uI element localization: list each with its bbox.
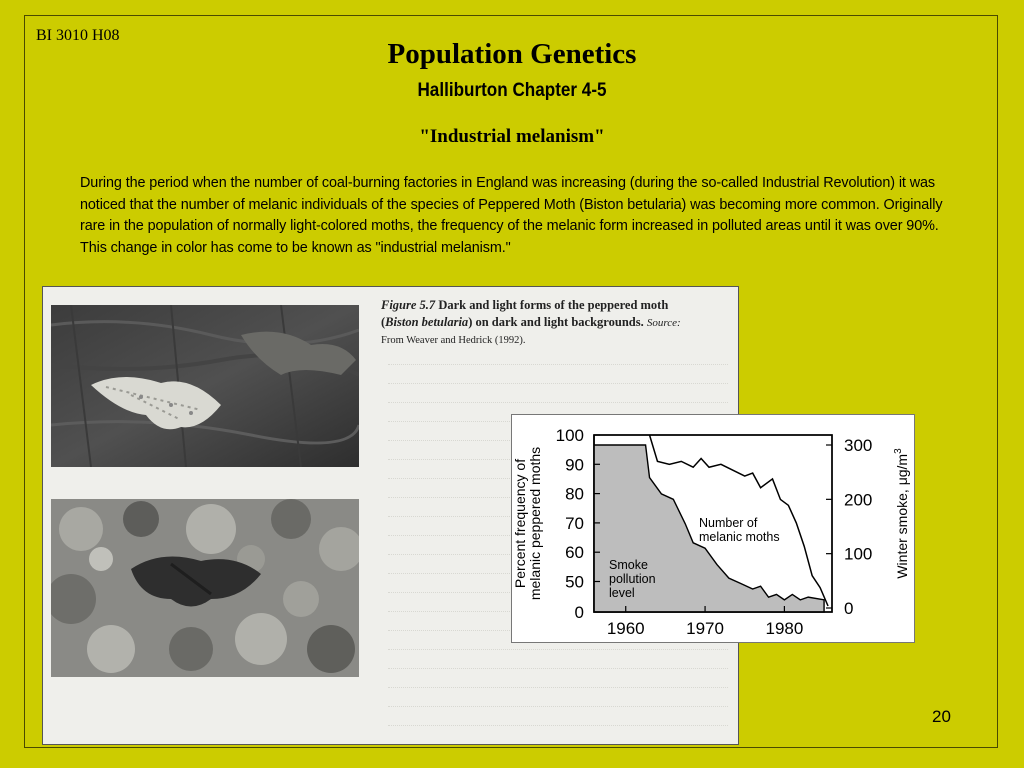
y2-tick-label: 300 (844, 436, 873, 455)
series-label-smoke-line3: level (609, 586, 635, 600)
caption-species: Biston betularia (385, 315, 469, 329)
slide-title: Population Genetics (387, 38, 637, 70)
y2-tick-label: 200 (844, 490, 873, 510)
caption-source: From Weaver and Hedrick (1992). (381, 335, 526, 346)
y-axis-label-line1: Percent frequency of (512, 458, 528, 589)
series-label-moths-line1: Number of (699, 516, 758, 530)
body-paragraph: During the period when the number of coal-burning factories in England was increasing (during the so-called Industrial Revolution) it was noticed that the number of melanic individuals of the species of Peppered Moth (Biston betularia) was becoming more common. Originally rare in the population of normally light-colored moths, the frequency of the melanic form increased in polluted areas until it was over 90%. This change in color has come to be known as "industrial melanism." (80, 175, 943, 256)
y-tick-label: 50 (565, 572, 584, 592)
y-tick-label: 70 (565, 513, 584, 533)
y-tick-label: 100 (555, 426, 584, 445)
x-tick-label: 1960 (606, 619, 645, 638)
y-tick-label: 0 (574, 603, 584, 622)
figure-label: Figure 5.7 (381, 298, 436, 312)
section-title: "Industrial melanism" (419, 126, 605, 147)
caption-main: Dark and light forms of the peppered moth (438, 298, 669, 312)
figure-caption: Figure 5.7 Dark and light forms of the peppered moth (Biston betularia) on dark and light backgrounds. Source: From Weaver and Hedrick (1992). (381, 297, 739, 349)
y2-tick-label: 100 (844, 544, 873, 564)
slide-subtitle: Halliburton Chapter 4-5 (417, 80, 607, 101)
y2-label-superscript: 3 (893, 448, 904, 454)
melanism-chart-panel (511, 414, 915, 643)
y2-tick-label: 0 (844, 599, 854, 618)
series-label-smoke-line1: Smoke (609, 558, 648, 572)
page-number: 20 (932, 707, 951, 726)
photo-light-moth-dark-bark (51, 305, 359, 467)
y2-axis-label: Winter smoke, $\mu g/m^3$ (893, 448, 910, 579)
y-tick-label: 60 (565, 543, 584, 563)
series-label-smoke-line2: pollution (609, 572, 656, 586)
x-tick-label: 1970 (686, 619, 724, 638)
y-tick-label: 90 (565, 455, 584, 475)
x-tick-label: 1980 (765, 619, 804, 638)
y-tick-label: 80 (565, 484, 584, 504)
y-axis-label-line2: melanic peppered moths (527, 446, 543, 601)
melanism-chart (512, 415, 914, 642)
caption-rest: ) on dark and light backgrounds. (468, 315, 644, 329)
photo-dark-moth-light-bark (51, 499, 359, 677)
course-code: BI 3010 H08 (36, 27, 120, 44)
series-label-moths-line2: melanic moths (699, 530, 780, 544)
caption-source-label: Source: (646, 317, 681, 329)
